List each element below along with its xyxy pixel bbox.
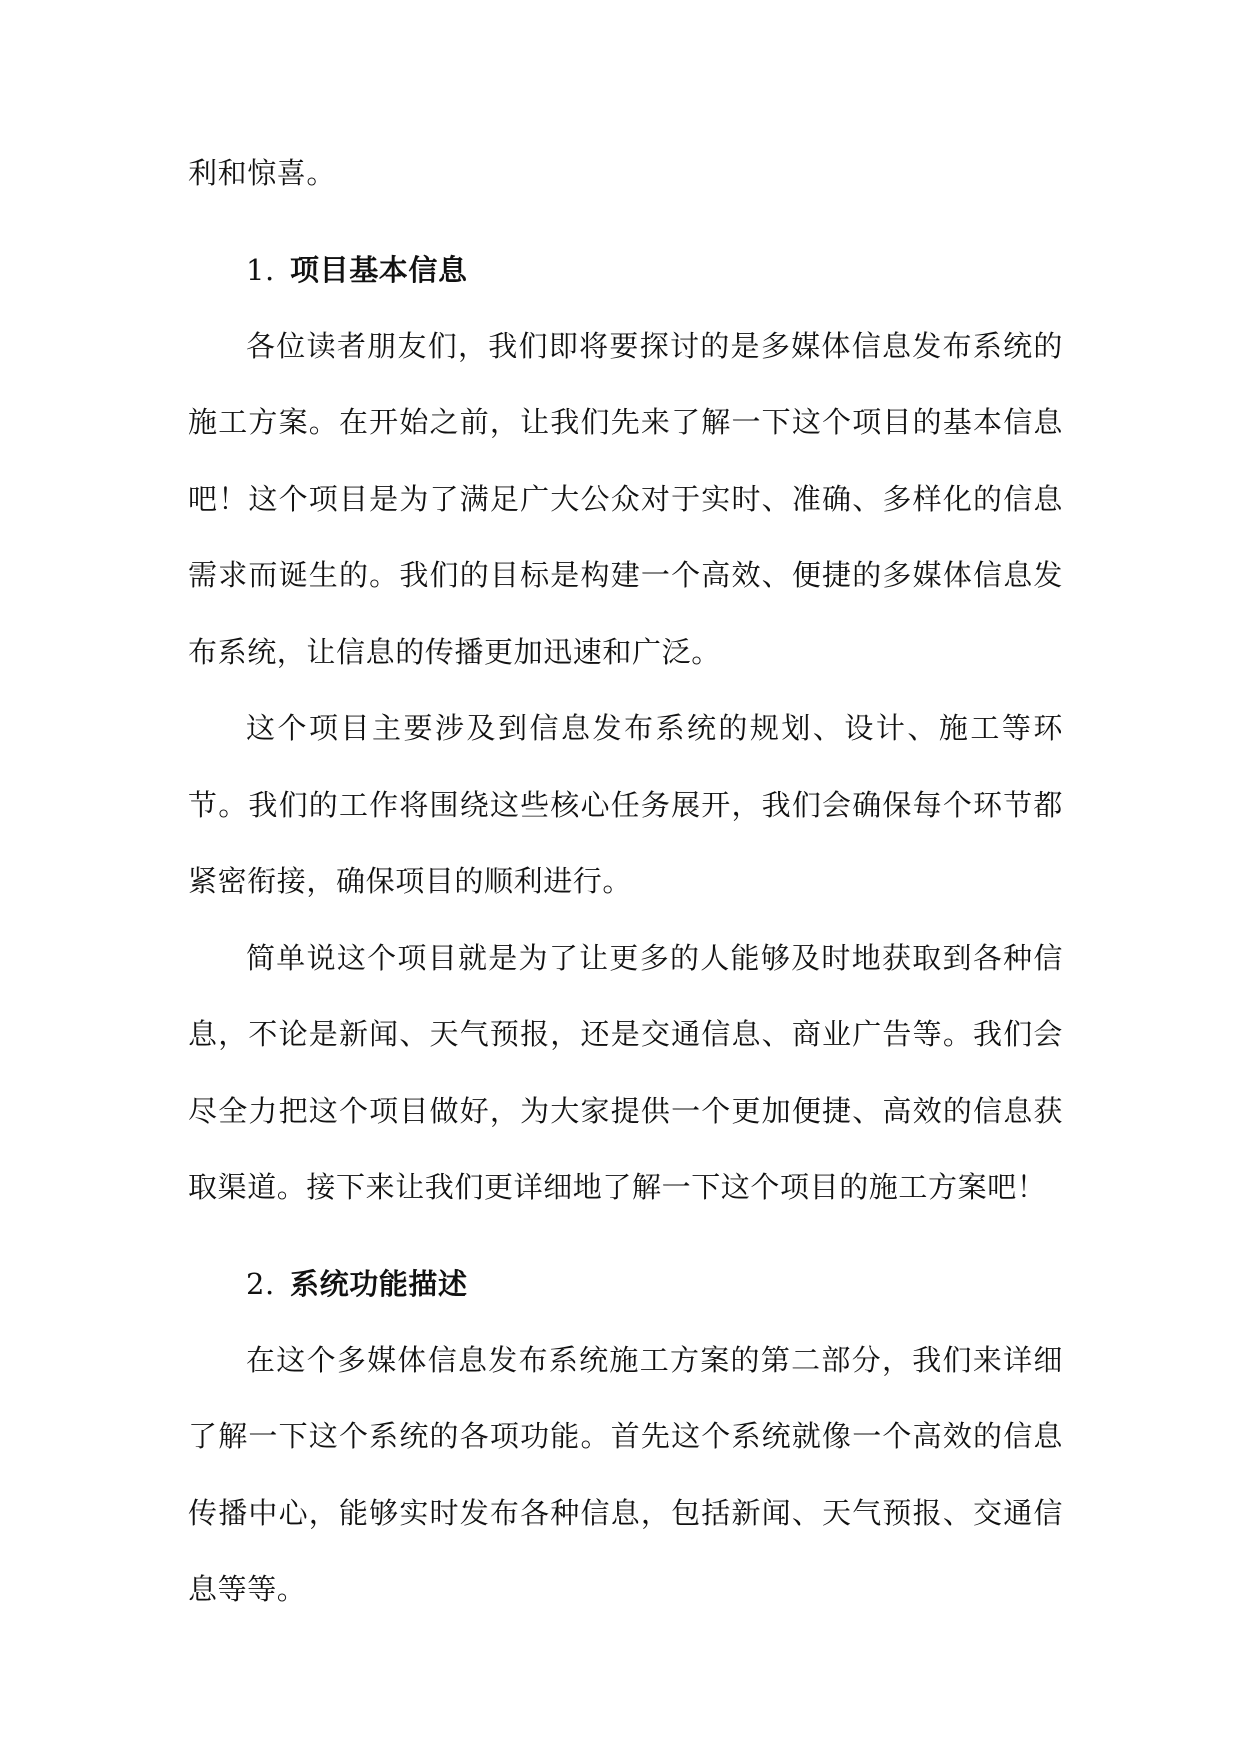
section-1-number: 1. bbox=[246, 252, 275, 287]
spacer bbox=[188, 1226, 1063, 1246]
spacer bbox=[188, 212, 1063, 232]
section-2-title: 系统功能描述 bbox=[290, 1266, 468, 1301]
section-1-paragraph-2: 这个项目主要涉及到信息发布系统的规划、设计、施工等环节。我们的工作将围绕这些核心任务展开，我们会确保每个环节都紧密衔接，确保项目的顺利进行。 bbox=[188, 711, 1063, 898]
section-2-heading bbox=[188, 1246, 1063, 1322]
document-body bbox=[188, 135, 1063, 1628]
section-2-paragraph-1: 在这个多媒体信息发布系统施工方案的第二部分，我们来详细了解一下这个系统的各项功能。首先这个系统就像一个高效的信息传播中心，能够实时发布各种信息，包括新闻、天气预报、交通信息等等。 bbox=[188, 1342, 1063, 1606]
intro-tail-paragraph: 利和惊喜。 bbox=[188, 156, 337, 190]
section-1-paragraph-3: 简单说这个项目就是为了让更多的人能够及时地获取到各种信息，不论是新闻、天气预报，还是交通信息、商业广告等。我们会尽全力把这个项目做好，为大家提供一个更加便捷、高效的信息获取渠道。接下来让我们更详细地了解一下这个项目的施工方案吧！ bbox=[188, 940, 1063, 1204]
section-1-paragraph-1: 各位读者朋友们，我们即将要探讨的是多媒体信息发布系统的施工方案。在开始之前，让我们先来了解一下这个项目的基本信息吧！这个项目是为了满足广大公众对于实时、准确、多样化的信息需求而诞生的。我们的目标是构建一个高效、便捷的多媒体信息发布系统，让信息的传播更加迅速和广泛。 bbox=[188, 328, 1063, 669]
section-2-number: 2. bbox=[246, 1266, 275, 1301]
section-1-heading bbox=[188, 232, 1063, 308]
section-1-title: 项目基本信息 bbox=[290, 252, 468, 287]
